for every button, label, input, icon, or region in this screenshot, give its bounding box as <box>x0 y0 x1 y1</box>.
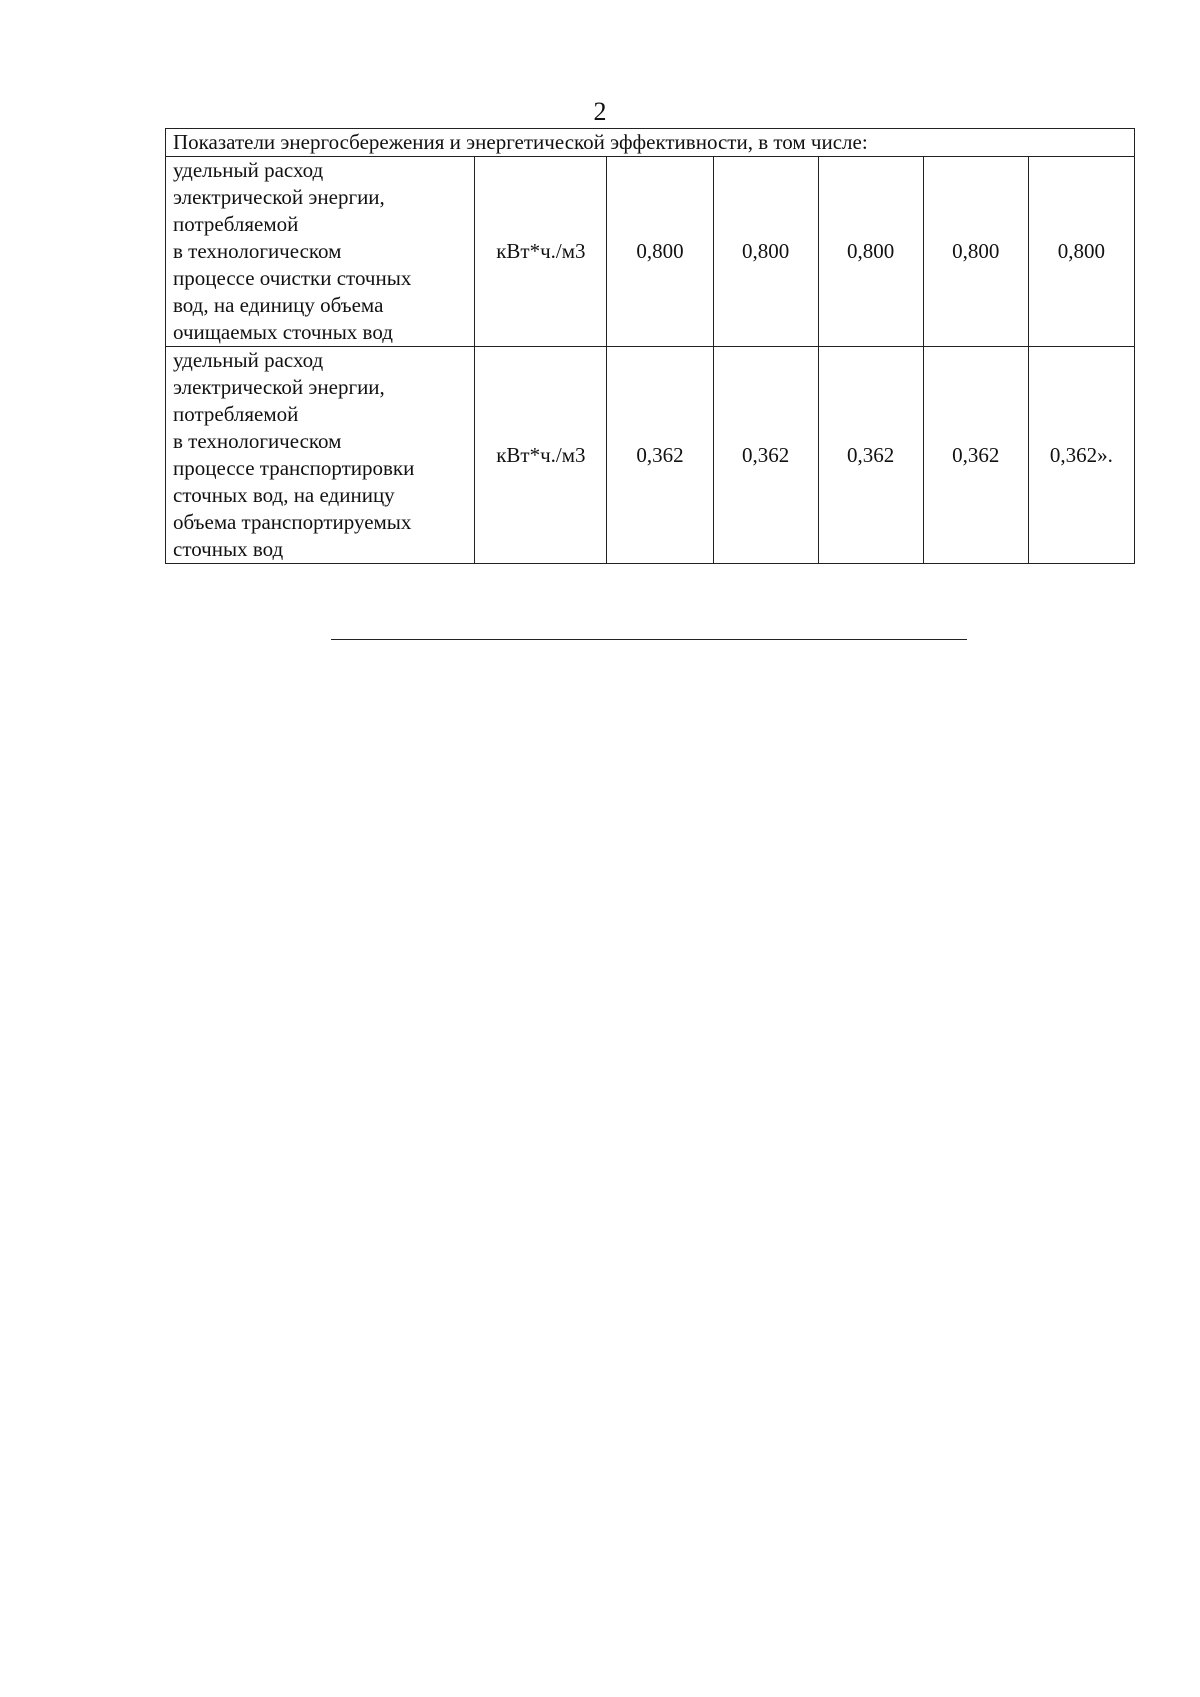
indicator-name-line: электрической энергии, <box>173 375 385 399</box>
value-cell: 0,800 <box>923 157 1028 347</box>
table-row <box>166 157 1135 347</box>
indicator-name-line: процессе очистки сточных <box>173 266 412 290</box>
value-cell: 0,362 <box>713 347 818 564</box>
end-of-document-rule <box>331 639 967 640</box>
value-cell: 0,362 <box>607 347 713 564</box>
indicator-name-line: в технологическом <box>173 239 342 263</box>
indicator-name <box>166 347 475 564</box>
section-header: Показатели энергосбережения и энергетической эффективности, в том числе: <box>166 129 1135 157</box>
indicator-name-line: процессе транспортировки <box>173 456 415 480</box>
value-cell: 0,800 <box>713 157 818 347</box>
indicator-name-line: электрической энергии, <box>173 185 385 209</box>
indicator-name-line: сточных вод <box>173 537 284 561</box>
value-cell: 0,800 <box>607 157 713 347</box>
indicator-name-line: очищаемых сточных вод <box>173 320 393 344</box>
indicator-name <box>166 157 475 347</box>
table-row <box>166 347 1135 564</box>
indicator-name-line: вод, на единицу объема <box>173 293 384 317</box>
indicator-name-line: объема транспортируемых <box>173 510 412 534</box>
indicator-name-line: в технологическом <box>173 429 342 453</box>
indicator-name-line: удельный расход <box>173 348 324 372</box>
indicator-name-line: удельный расход <box>173 158 324 182</box>
value-cell: 0,362». <box>1028 347 1134 564</box>
value-cell: 0,362 <box>923 347 1028 564</box>
page-number: 2 <box>593 97 607 126</box>
value-cell: 0,800 <box>818 157 923 347</box>
indicators-table <box>165 128 1135 564</box>
indicator-name-line: потребляемой <box>173 402 299 426</box>
unit-cell: кВт*ч./м3 <box>475 157 607 347</box>
section-header-row <box>166 129 1135 157</box>
indicator-name-line: потребляемой <box>173 212 299 236</box>
indicator-name-line: сточных вод, на единицу <box>173 483 395 507</box>
unit-cell: кВт*ч./м3 <box>475 347 607 564</box>
value-cell: 0,800 <box>1028 157 1134 347</box>
value-cell: 0,362 <box>818 347 923 564</box>
